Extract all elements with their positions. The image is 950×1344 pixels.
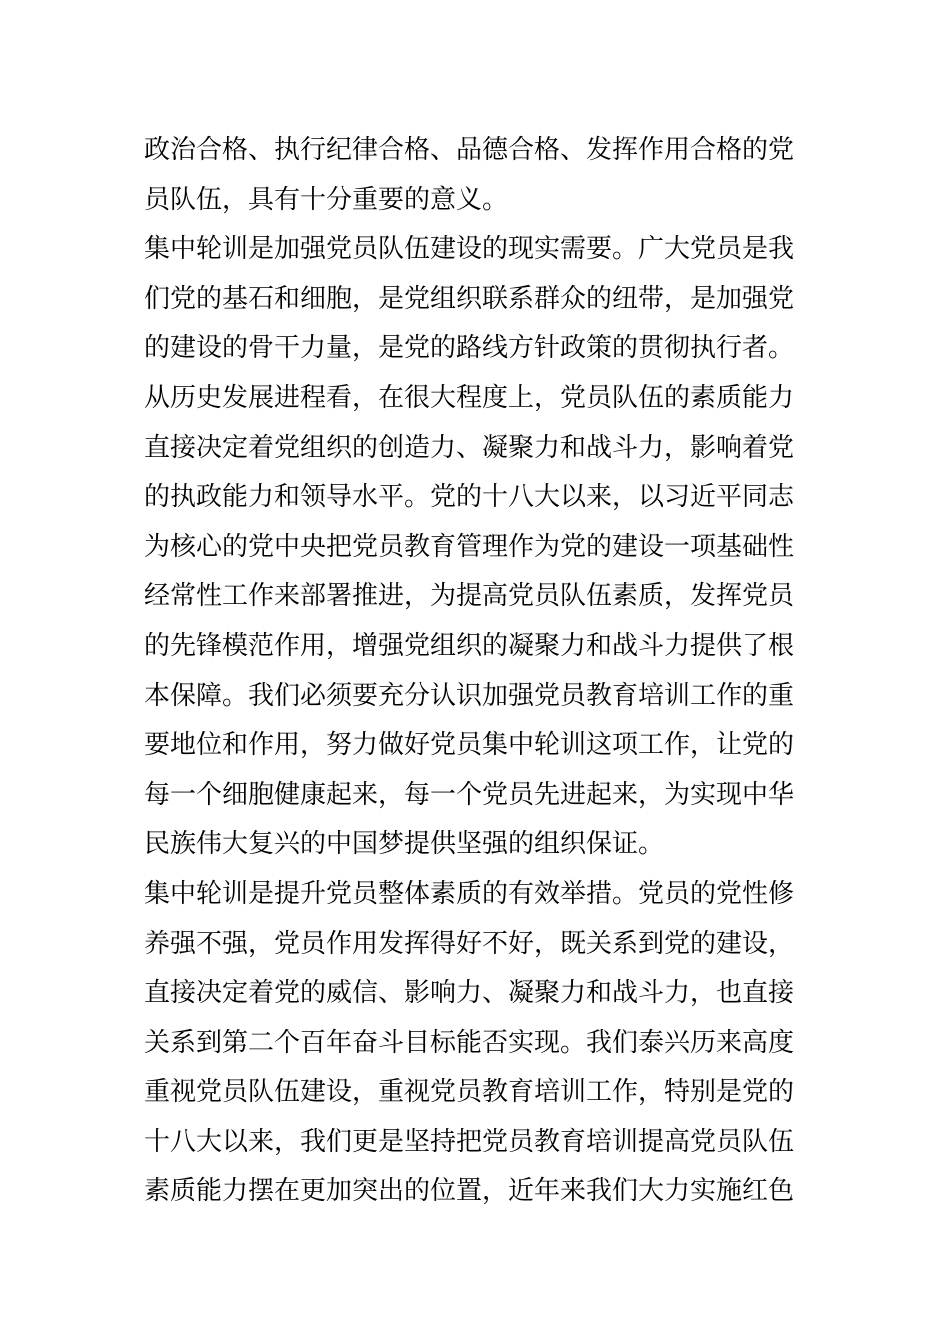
text-line: 每一个细胞健康起来，每一个党员先进起来，为实现中华: [144, 779, 795, 810]
text-line: 要地位和作用，努力做好党员集中轮训这项工作，让党的: [144, 730, 795, 761]
text-line: 为核心的党中央把党员教育管理作为党的建设一项基础性: [144, 531, 795, 562]
text-line: 养强不强，党员作用发挥得好不好，既关系到党的建设，: [144, 928, 795, 959]
text-line: 的建设的骨干力量，是党的路线方针政策的贯彻执行者。: [144, 333, 795, 364]
text-line: 们党的基石和细胞，是党组织联系群众的纽带，是加强党: [144, 283, 795, 314]
text-line: 十八大以来，我们更是坚持把党员教育培训提高党员队伍: [144, 1126, 795, 1157]
text-line: 本保障。我们必须要充分认识加强党员教育培训工作的重: [144, 680, 795, 711]
text-line: 从历史发展进程看，在很大程度上，党员队伍的素质能力: [144, 382, 795, 413]
text-line: 关系到第二个百年奋斗目标能否实现。我们泰兴历来高度: [144, 1027, 795, 1058]
text-line: 的先锋模范作用，增强党组织的凝聚力和战斗力提供了根: [144, 630, 795, 661]
document-body: [144, 126, 824, 1217]
text-line: 政治合格、执行纪律合格、品德合格、发挥作用合格的党: [144, 135, 795, 165]
text-line: 民族伟大复兴的中国梦提供坚强的组织保证。: [144, 829, 665, 860]
text-line: 重视党员队伍建设，重视党员教育培训工作，特别是党的: [144, 1077, 795, 1108]
text-line: 集中轮训是提升党员整体素质的有效举措。党员的党性修: [144, 878, 795, 909]
text-line: 直接决定着党的威信、影响力、凝聚力和战斗力，也直接: [144, 978, 795, 1009]
text-line: 员队伍，具有十分重要的意义。: [144, 184, 509, 215]
text-line: 经常性工作来部署推进，为提高党员队伍素质，发挥党员: [144, 581, 795, 612]
text-line: 直接决定着党组织的创造力、凝聚力和战斗力，影响着党: [144, 432, 795, 463]
text-line: 素质能力摆在更加突出的位置，近年来我们大力实施红色: [144, 1176, 795, 1207]
text-line: 集中轮训是加强党员队伍建设的现实需要。广大党员是我: [144, 234, 795, 265]
text-line: 的执政能力和领导水平。党的十八大以来，以习近平同志: [144, 482, 795, 513]
